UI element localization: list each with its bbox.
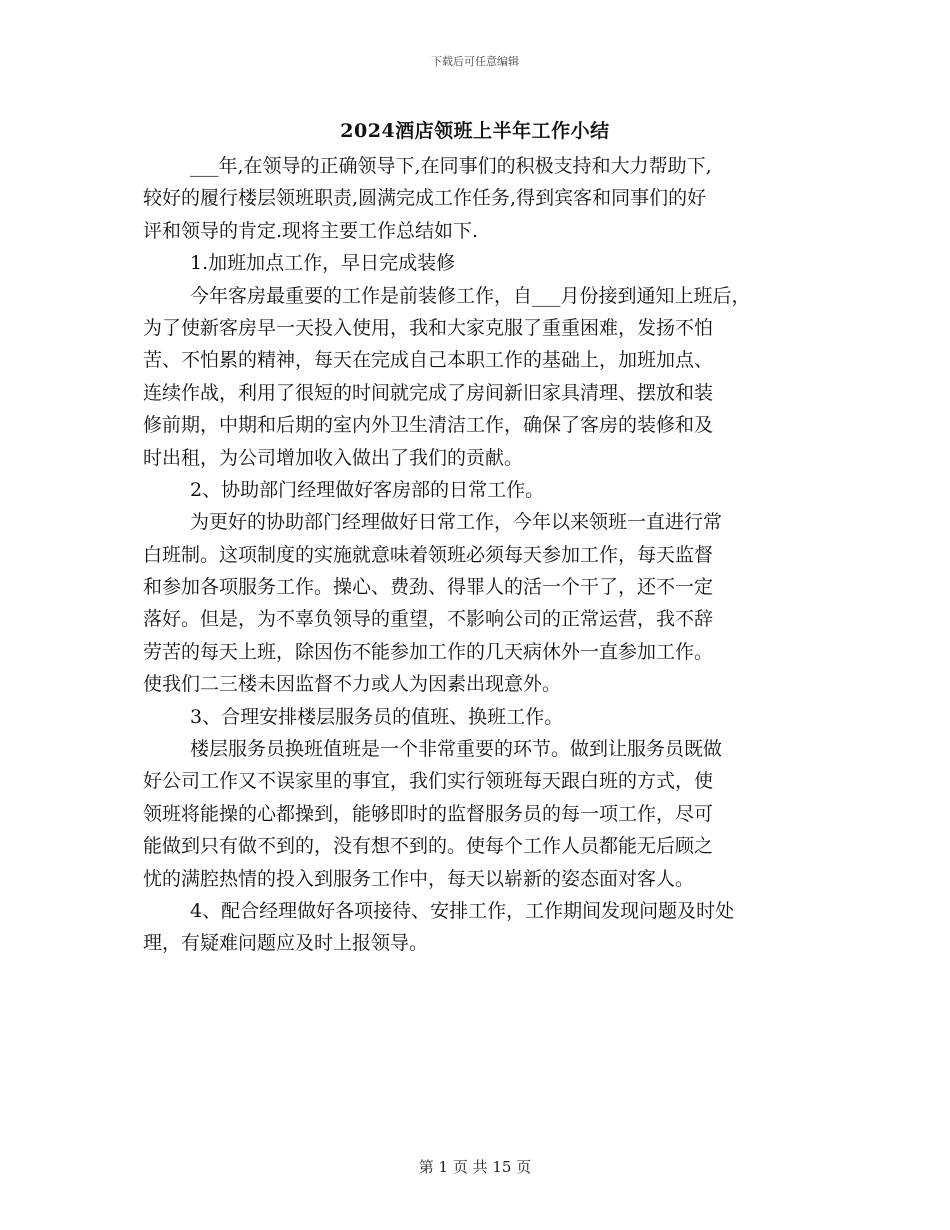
body-line: 好公司工作又不误家里的事宜，我们实行领班每天跟白班的方式，使 xyxy=(143,770,714,793)
body-line: 评和领导的肯定.现将主要工作总结如下. xyxy=(143,219,479,242)
body-line: 能做到只有做不到的，没有想不到的。使每个工作人员都能无后顾之 xyxy=(143,835,714,858)
body-line: 和参加各项服务工作。操心、费劲、得罪人的活一个干了，还不一定 xyxy=(143,576,714,599)
body-line: 落好。但是，为不辜负领导的重望，不影响公司的正常运营，我不辞 xyxy=(143,608,714,631)
document-title: 2024酒店领班上半年工作小结 xyxy=(340,120,610,142)
body-line: 楼层服务员换班值班是一个非常重要的环节。做到让服务员既做 xyxy=(190,738,723,761)
section-heading: 1.加班加点工作，早日完成装修 xyxy=(190,252,456,275)
body-line: 今年客房最重要的工作是前装修工作，自___月份接到通知上班后， xyxy=(190,284,751,307)
body-line: 为了使新客房早一天投入使用，我和大家克服了重重困难，发扬不怕 xyxy=(143,316,714,339)
section-heading: 4、配合经理做好各项接待、安排工作，工作期间发现问题及时处 xyxy=(190,899,735,922)
section-heading: 2、协助部门经理做好客房部的日常工作。 xyxy=(190,478,545,501)
body-line: 为更好的协助部门经理做好日常工作，今年以来领班一直进行常 xyxy=(190,511,723,534)
body-line: 理，有疑难问题应及时上报领导。 xyxy=(143,932,429,955)
page-number: 第 1 页 共 15 页 xyxy=(418,1158,532,1176)
body-line: 使我们二三楼未因监督不力或人为因素出现意外。 xyxy=(143,673,562,696)
body-line: 忧的满腔热情的投入到服务工作中，每天以崭新的姿态面对客人。 xyxy=(143,867,695,890)
body-line: 修前期，中期和后期的室内外卫生清洁工作，确保了客房的装修和及 xyxy=(143,414,714,437)
body-line: 劳苦的每天上班，除因伤不能参加工作的几天病休外一直参加工作。 xyxy=(143,640,714,663)
body-line: 较好的履行楼层领班职责,圆满完成工作任务,得到宾客和同事们的好 xyxy=(143,187,707,210)
document-body xyxy=(143,150,823,960)
page-header-note: 下载后可任意编辑 xyxy=(431,55,519,68)
body-line: 白班制。这项制度的实施就意味着领班必须每天参加工作，每天监督 xyxy=(143,543,714,566)
body-line: 苦、不怕累的精神，每天在完成自己本职工作的基础上，加班加点、 xyxy=(143,349,714,372)
section-heading: 3、合理安排楼层服务员的值班、换班工作。 xyxy=(190,705,564,728)
body-line: ___年,在领导的正确领导下,在同事们的积极支持和大力帮助下, xyxy=(190,155,712,177)
body-line: 时出租，为公司增加收入做出了我们的贡献。 xyxy=(143,446,524,469)
body-line: 领班将能操的心都操到，能够即时的监督服务员的每一项工作，尽可 xyxy=(143,802,714,825)
body-line: 连续作战，利用了很短的时间就完成了房间新旧家具清理、摆放和装 xyxy=(143,381,714,404)
